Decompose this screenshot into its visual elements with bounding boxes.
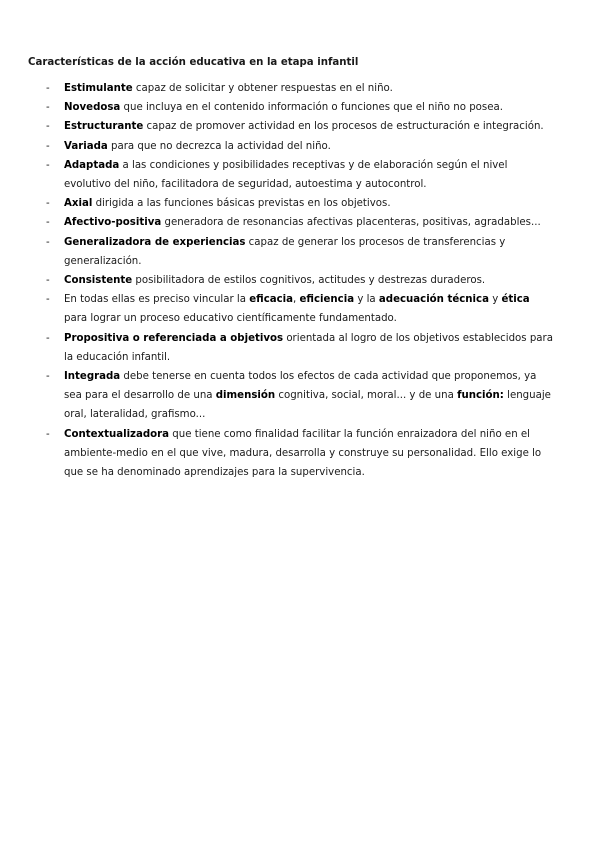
item-term: Axial [64, 198, 93, 210]
list-item [64, 137, 556, 156]
characteristics-list [64, 79, 556, 482]
item-text: posibilitadora de estilos cognitivos, actitudes y destrezas duraderos. [132, 275, 486, 287]
item-text: En todas ellas es preciso vincular la [64, 294, 250, 306]
item-text: que incluya en el contenido información o funciones que el niño no posea. [120, 102, 503, 114]
list-item [64, 117, 556, 136]
item-text: , [293, 294, 300, 306]
item-text: dirigida a las funciones básicas previstas en los objetivos. [92, 198, 391, 210]
item-term: Adaptada [64, 159, 120, 171]
list-item [64, 213, 556, 232]
item-text: y [488, 294, 502, 306]
list-item [64, 98, 556, 117]
list-item [64, 290, 556, 328]
list-item [64, 233, 556, 271]
item-term: Variada [64, 140, 108, 152]
item-text: para lograr un proceso educativo científicamente fundamentado. [64, 313, 397, 325]
item-text: orientada al logro de los objetivos establecidos para la educación infantil. [64, 332, 553, 363]
document-title: Características de la acción educativa en la etapa infantil [28, 57, 359, 68]
item-term: ética [501, 294, 530, 306]
item-text: capaz de solicitar y obtener respuestas en el niño. [132, 83, 393, 94]
list-item [64, 79, 556, 98]
item-term: Propositiva o referenciada a objetivos [64, 332, 284, 344]
item-term: Generalizadora de experiencias [64, 236, 246, 248]
item-text: cognitiva, social, moral... y de una [275, 390, 458, 402]
item-text: debe tenerse en cuenta todos los efectos de cada actividad que proponemos, ya sea para el desarrollo de una [64, 371, 537, 402]
item-text: generadora de resonancias afectivas placenteras, positivas, agradables... [161, 217, 541, 229]
item-text: a las condiciones y posibilidades receptivas y de elaboración según el nivel evolutivo del niño, facilitadora de seguridad, autoestima y autocontrol. [64, 159, 508, 191]
item-term: eficacia [249, 294, 294, 306]
item-text: y la [354, 294, 379, 306]
item-text: lenguaje oral, lateralidad, grafismo... [64, 390, 551, 421]
item-text: que tiene como finalidad facilitar la función enraizadora del niño en el ambiente-medio en el que vive, madura, desarrolla y construye su personalidad. Ello exige lo que se ha denominado aprendizajes para la supervivencia. [64, 428, 542, 479]
list-item [64, 367, 556, 425]
item-term: Integrada [64, 371, 121, 383]
list-item [64, 271, 556, 290]
item-term: Contextualizadora [64, 428, 170, 440]
list-item [64, 156, 556, 194]
item-term: Novedosa [64, 102, 121, 114]
item-term: función: [457, 390, 504, 402]
list-item [64, 329, 556, 367]
item-text: para que no decrezca la actividad del niño. [107, 140, 331, 152]
item-text: capaz de promover actividad en los procesos de estructuración e integración. [143, 121, 544, 133]
list-item [64, 425, 556, 483]
item-term: Estimulante [64, 83, 133, 94]
item-text: capaz de generar los procesos de transferencias y generalización. [64, 236, 506, 267]
item-term: dimensión [215, 390, 276, 402]
item-term: eficiencia [299, 294, 355, 306]
item-term: Afectivo-positiva [64, 217, 162, 229]
item-term: adecuación técnica [378, 294, 489, 306]
item-term: Estructurante [64, 121, 144, 133]
item-term: Consistente [64, 275, 133, 287]
list-item [64, 194, 556, 213]
